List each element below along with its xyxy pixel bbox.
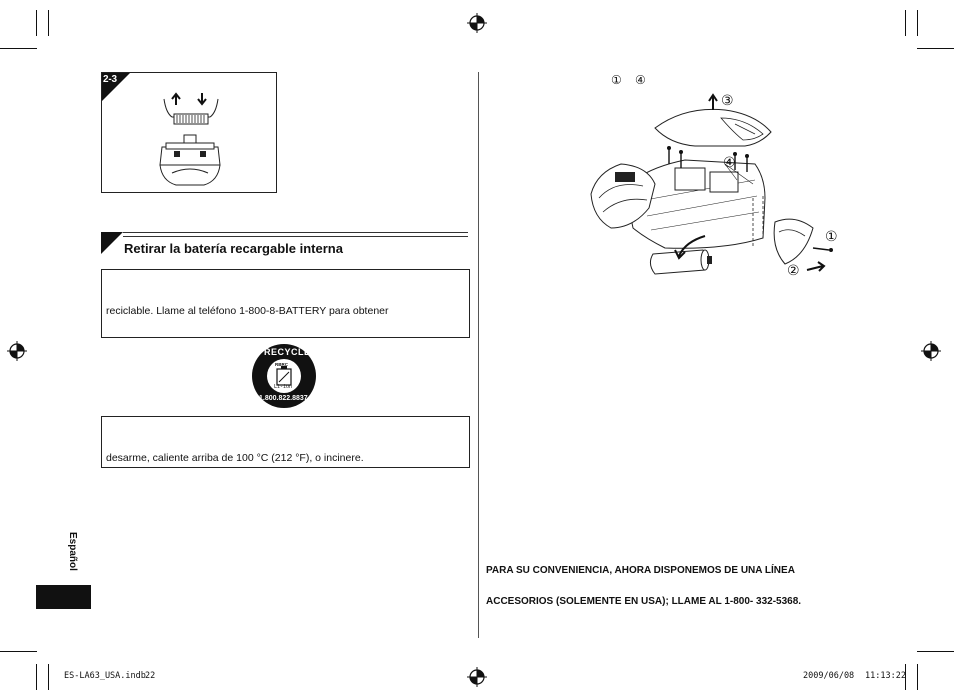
column-divider: [478, 72, 479, 638]
figure-2-3: [101, 72, 277, 193]
seal-sub-text: Li-ion: [274, 384, 293, 390]
accessories-line-1: PARA SU CONVENIENCIA, AHORA DISPONEMOS DE UNA LÍNEA: [486, 565, 795, 576]
seal-middle-text: RBRC: [275, 362, 288, 367]
language-tab: [36, 585, 91, 609]
steps-caption-from: ①: [611, 73, 622, 87]
rbrc-seal-text: [251, 343, 317, 409]
seal-top-text: RECYCLE: [264, 347, 311, 357]
diagram-label-4: ④: [723, 154, 736, 170]
registration-mark-bottom-icon: [467, 667, 487, 687]
section-title: Retirar la batería recargable interna: [124, 241, 343, 256]
figure-tag-label: 2-3: [103, 74, 117, 85]
diagram-label-3: ③: [721, 92, 734, 108]
notice-box-warning: [101, 416, 470, 468]
footer-date: 2009/06/08: [803, 671, 855, 681]
section-heading: [101, 232, 468, 259]
diagram-label-1: ①: [825, 228, 838, 244]
warning-text: desarme, caliente arriba de 100 °C (212 °F), o incinere.: [106, 452, 364, 464]
seal-bottom-text: 1.800.822.8837: [259, 395, 308, 402]
shaver-head-illustration: [102, 73, 276, 192]
notice-box-recycle: [101, 269, 470, 338]
registration-mark-left-icon: [7, 341, 27, 361]
registration-mark-top-icon: [467, 13, 487, 33]
disassembly-diagram: [585, 88, 845, 288]
footer-time: 11:13:22: [865, 671, 906, 681]
registration-mark-right-icon: [921, 341, 941, 361]
section-corner: [101, 232, 123, 254]
notice-text: reciclable. Llame al teléfono 1-800-8-BATTERY para obtener: [106, 305, 389, 317]
steps-caption-to: ④: [635, 73, 646, 87]
footer-page-number: 22: [145, 671, 156, 681]
footer-file-name: ES-LA63_USA.indb: [64, 671, 146, 681]
accessories-line-2: ACCESORIOS (SOLEMENTE EN USA); LLAME AL 1-800- 332-5368.: [486, 596, 802, 607]
diagram-label-2: ②: [787, 262, 800, 278]
language-tab-label: Español: [67, 532, 78, 571]
